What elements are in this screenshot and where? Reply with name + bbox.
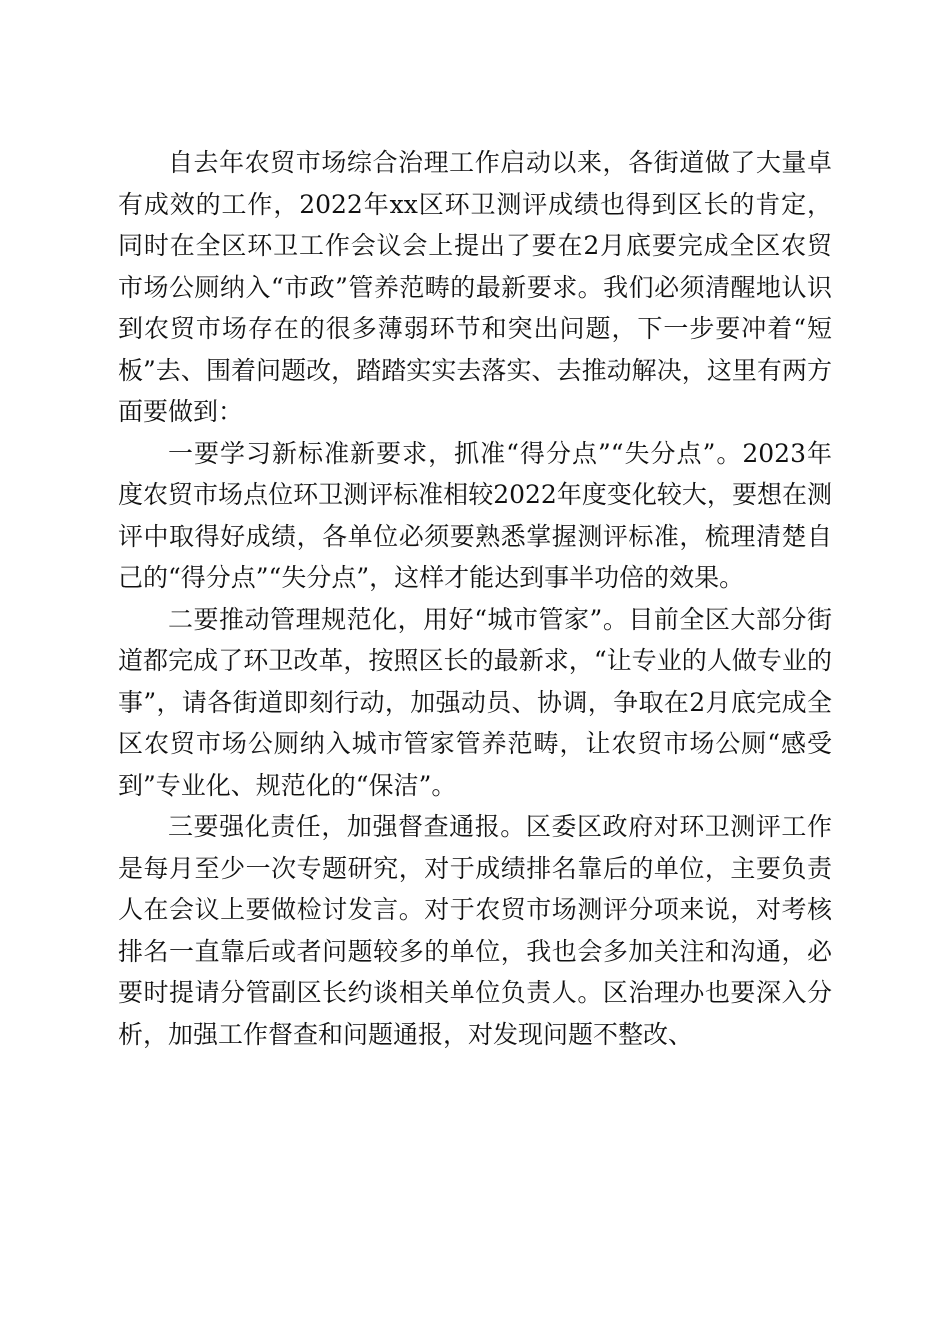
document-body — [118, 142, 832, 1055]
paragraph-intro: 自去年农贸市场综合治理工作启动以来，各街道做了大量卓有成效的工作，2022年xx区环卫测评成绩也得到区长的肯定，同时在全区环卫工作会议会上提出了要在2月底要完成全区农贸市场公厕纳入“市政”管养范畴的最新要求。我们必须清醒地认识到农贸市场存在的很多薄弱环节和突出问题，下一步要冲着“短板”去、围着问题改，踏踏实实去落实、去推动解决，这里有两方面要做到： — [118, 148, 832, 426]
paragraph-point-two: 二要推动管理规范化，用好“城市管家”。目前全区大部分街道都完成了环卫改革，按照区长的最新求，“让专业的人做专业的事”，请各街道即刻行动，加强动员、协调，争取在2月底完成全区农贸市场公厕纳入城市管家管养范畴，让农贸市场公厕“感受到”专业化、规范化的“保洁”。 — [118, 604, 832, 800]
paragraph-point-three: 三要强化责任，加强督查通报。区委区政府对环卫测评工作是每月至少一次专题研究，对于成绩排名靠后的单位，主要负责人在会议上要做检讨发言。对于农贸市场测评分项来说，对考核排名一直靠后或者问题较多的单位，我也会多加关注和沟通，必要时提请分管副区长约谈相关单位负责人。区治理办也要深入分析，加强工作督查和问题通报，对发现问题不整改、 — [118, 812, 832, 1049]
paragraph-point-one: 一要学习新标准新要求，抓准“得分点”“失分点”。2023年度农贸市场点位环卫测评标准相较2022年度变化较大，要想在测评中取得好成绩，各单位必须要熟悉掌握测评标准，梳理清楚自己的“得分点”“失分点”，这样才能达到事半功倍的效果。 — [118, 438, 832, 592]
